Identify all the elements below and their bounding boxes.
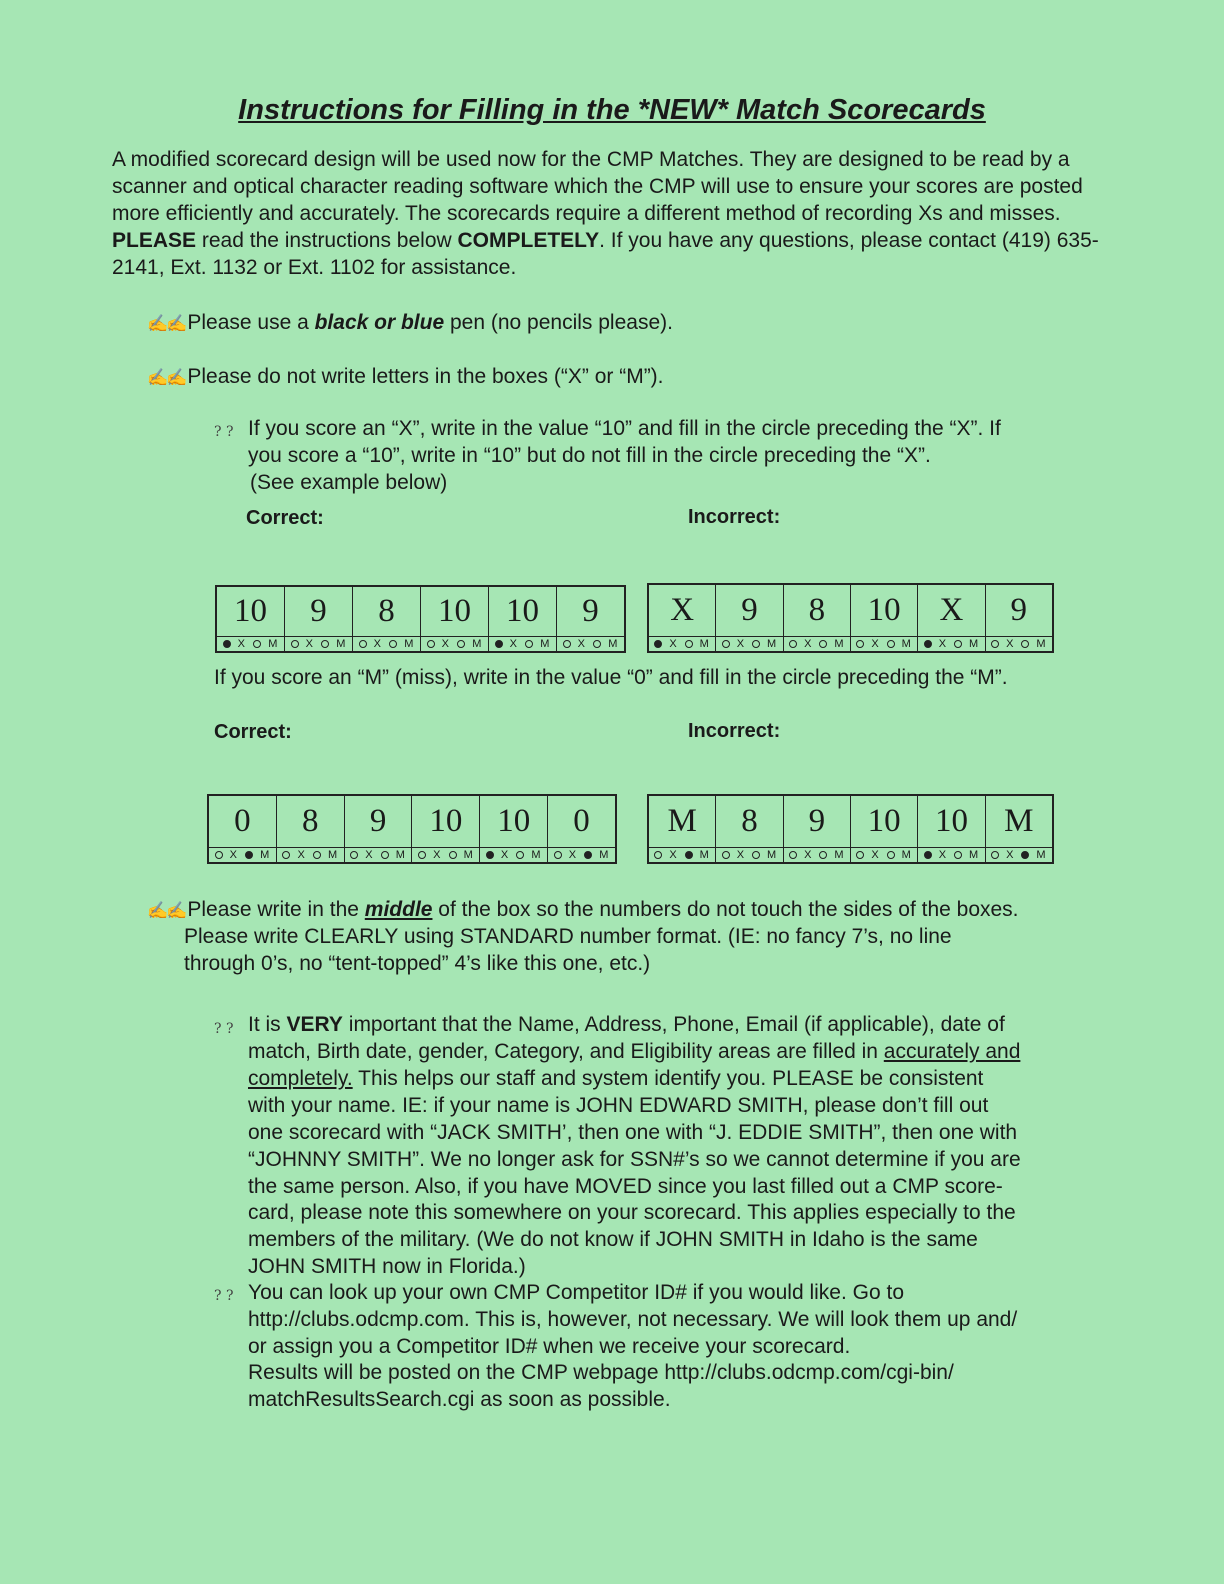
score-cell [649,796,716,862]
important-line-9: members of the military. (We do not know if JOHN SMITH in Idaho is the same [248,1228,978,1251]
score-cell [548,796,615,862]
x-mark-label: X [297,849,306,861]
score-marks [557,637,624,651]
m-circle [887,851,895,859]
scorecard-x-correct [215,585,626,653]
x-circle [486,851,494,859]
important-text: It is [248,1013,287,1036]
score-value: 10 [480,796,547,848]
m-mark-label: M [699,638,710,650]
x-circle [223,640,231,648]
lookup-line-2: http://clubs.odcmp.com. This is, however, not necessary. We will look them up and/ [248,1308,1018,1331]
important-underlined: accurately and [883,1040,1021,1063]
x-circle [924,851,932,859]
score-value: 10 [489,587,556,637]
bullet-text: Please use a [187,311,315,334]
score-marks [285,637,352,651]
score-value: 9 [716,585,782,637]
label-correct-x: Correct: [246,507,324,529]
x-circle [563,640,571,648]
score-value: 8 [716,796,782,848]
x-mark-label: X [736,849,746,861]
x-mark-label: X [669,849,678,861]
score-cell [649,585,716,651]
page-title: Instructions for Filling in the *NEW* Match Scorecards [238,94,986,126]
intro-completely: COMPLETELY [457,229,600,252]
score-cell [345,796,413,862]
x-circle [856,640,864,648]
m-mark-label: M [540,638,551,650]
m-mark-label: M [472,638,483,650]
bullet-text: Please do not write letters in the boxes (“X” or “M”). [187,365,664,388]
score-value: 8 [353,587,420,637]
x-mark-label: X [577,638,586,650]
m-mark-label: M [1036,849,1047,861]
score-cell [986,796,1052,862]
pen-icon: ✍✍ [147,368,186,387]
score-marks [489,637,556,651]
x-mark-label: X [871,638,880,650]
x-mark-label: X [938,849,948,861]
score-cell [784,796,851,862]
score-cell [480,796,548,862]
score-cell [851,796,918,862]
x-mark-label: X [509,638,518,650]
score-marks [986,637,1052,651]
sub-bullet-marker: ? ? [214,424,234,440]
m-circle [954,851,962,859]
m-mark-label: M [395,849,406,861]
m-mark-label: M [901,638,912,650]
x-instruction-line-3: (See example below) [250,471,448,494]
score-marks [480,848,547,862]
m-mark-label: M [463,849,474,861]
m-circle [954,640,962,648]
score-cell [285,587,353,651]
x-circle [291,640,299,648]
score-cell [986,585,1052,651]
x-mark-label: X [804,638,813,650]
x-circle [215,851,223,859]
x-instruction-line-2: you score a “10”, write in “10” but do not fill in the circle preceding the “X”. [248,444,931,467]
important-line-4: with your name. IE: if your name is JOHN EDWARD SMITH, please don’t fill out [248,1094,989,1117]
m-mark-label: M [767,638,778,650]
x-circle [418,851,426,859]
m-circle [321,640,329,648]
x-circle [654,640,662,648]
score-value: 9 [557,587,624,637]
score-value: 9 [784,796,850,848]
score-value: 9 [285,587,352,637]
score-marks [716,848,782,862]
intro-text-3: . If you have any questions, please contact (419) 635-2141, Ext. 1132 or Ext. 1102 for assistance. [112,229,1099,279]
m-mark-label: M [531,849,542,861]
score-marks [784,848,850,862]
x-mark-label: X [441,638,450,650]
m-mark-label: M [767,849,778,861]
important-very: VERY [286,1013,343,1036]
m-circle [1021,640,1029,648]
score-value: 10 [851,796,917,848]
m-mark-label: M [699,849,710,861]
m-circle [449,851,457,859]
bullet-text: of the box so the numbers do not touch the sides of the boxes. [432,898,1019,921]
lookup-line-1: You can look up your own CMP Competitor ID# if you would like. Go to [248,1281,905,1304]
x-mark-label: X [365,849,374,861]
pen-icon: ✍✍ [147,901,186,920]
score-marks [548,848,615,862]
x-circle [991,640,999,648]
bullet-pen-color [147,309,673,337]
bullet-no-letters [147,363,664,391]
x-mark-label: X [736,638,746,650]
x-circle [495,640,503,648]
sub-bullet-marker: ? ? [214,1288,234,1304]
score-cell [277,796,345,862]
bullet-text: Please write in the [187,898,365,921]
score-cell [209,796,277,862]
x-mark-label: X [1006,638,1015,650]
x-mark-label: X [305,638,314,650]
m-mark-label: M [268,638,279,650]
score-marks [851,848,917,862]
score-marks [851,637,917,651]
m-circle [819,640,827,648]
bullet-write-middle-line-2: Please write CLEARLY using STANDARD number format. (IE: no fancy 7’s, no line [184,925,952,948]
x-circle [789,851,797,859]
score-value: M [649,796,715,848]
bullet-text: pen (no pencils please). [444,311,673,334]
scorecard-x-incorrect [647,583,1054,653]
score-cell [421,587,489,651]
x-circle [350,851,358,859]
m-circle [685,851,693,859]
score-marks [918,637,984,651]
scorecard-m-incorrect [647,794,1054,864]
important-text: important that the Name, Address, Phone, Email (if applicable), date of [342,1013,1005,1036]
important-line-10: JOHN SMITH now in Florida.) [248,1255,526,1278]
m-mark-label: M [1036,638,1047,650]
m-mark-label: M [968,638,980,650]
score-cell [489,587,557,651]
score-cell [217,587,285,651]
bullet-emphasis: middle [364,898,433,921]
score-value: X [649,585,715,637]
m-circle [389,640,397,648]
x-mark-label: X [804,849,813,861]
x-mark-label: X [237,638,246,650]
m-circle [253,640,261,648]
m-circle [457,640,465,648]
m-mark-label: M [834,849,845,861]
x-instruction-line-1: If you score an “X”, write in the value “10” and fill in the circle preceding the “X”. If [248,417,1001,440]
m-circle [887,640,895,648]
score-value: 9 [986,585,1052,637]
score-cell [918,585,985,651]
x-circle [924,640,932,648]
score-marks [277,848,344,862]
score-cell [918,796,985,862]
important-underlined: completely. [248,1067,353,1090]
label-incorrect-x: Incorrect: [688,506,781,528]
m-circle [752,640,760,648]
score-value: 8 [784,585,850,637]
x-circle [654,851,662,859]
m-circle [819,851,827,859]
score-marks [649,848,715,862]
m-circle [313,851,321,859]
score-marks [217,637,284,651]
score-value: 10 [412,796,479,848]
score-cell [784,585,851,651]
sub-bullet-marker: ? ? [214,1021,234,1037]
score-marks [209,848,276,862]
m-mark-label: M [599,849,610,861]
lookup-line-3: or assign you a Competitor ID# when we receive your scorecard. [248,1335,851,1358]
score-cell [716,796,783,862]
score-value: M [986,796,1052,848]
important-text: This helps our staff and system identify you. PLEASE be consistent [352,1067,984,1090]
m-circle [584,851,592,859]
m-circle [516,851,524,859]
m-mark-label: M [327,849,339,861]
score-marks [421,637,488,651]
x-circle [722,640,730,648]
important-line-7: the same person. Also, if you have MOVED since you last filled out a CMP score- [248,1175,1003,1198]
important-line-3 [248,1065,983,1092]
important-line-2 [248,1038,1020,1065]
score-marks [353,637,420,651]
bullet-emphasis: black or blue [314,311,445,334]
x-mark-label: X [500,849,510,861]
lookup-line-4: Results will be posted on the CMP webpage http://clubs.odcmp.com/cgi-bin/ [248,1361,954,1384]
bullet-write-middle [147,896,1019,924]
m-mark-label: M [608,638,619,650]
score-value: 8 [277,796,344,848]
score-value: 10 [421,587,488,637]
x-circle [856,851,864,859]
m-circle [593,640,601,648]
score-cell [557,587,624,651]
x-mark-label: X [871,849,880,861]
x-mark-label: X [229,849,238,861]
score-cell [851,585,918,651]
m-circle [752,851,760,859]
x-mark-label: X [568,849,578,861]
m-circle [381,851,389,859]
m-mark-label: M [901,849,912,861]
x-mark-label: X [1006,849,1015,861]
important-text: match, Birth date, gender, Category, and Eligibility areas are filled in [248,1040,884,1063]
m-mark-label: M [968,849,980,861]
score-marks [649,637,715,651]
m-circle [1021,851,1029,859]
m-circle [525,640,533,648]
score-value: 0 [209,796,276,848]
score-marks [784,637,850,651]
score-value: 10 [851,585,917,637]
intro-text-2: read the instructions below [196,229,458,252]
bullet-write-middle-line-3: through 0’s, no “tent-topped” 4’s like this one, etc.) [184,952,651,975]
intro-paragraph [112,146,1112,281]
important-line-8: card, please note this somewhere on your scorecard. This applies especially to the [248,1201,1016,1224]
score-value: X [918,585,984,637]
score-marks [918,848,984,862]
intro-text-1: A modified scorecard design will be used now for the CMP Matches. They are designed to be read by a scanner and optical character reading software which the CMP will use to ensure your scores are posted more efficiently and accurately. The scorecards require a different method of recording Xs and misses. [112,148,1083,225]
intro-please: PLEASE [112,229,197,252]
x-circle [554,851,562,859]
m-circle [685,640,693,648]
important-line-6: “JOHNNY SMITH”. We no longer ask for SSN#’s so we cannot determine if you are [248,1148,1021,1171]
m-mark-label: M [404,638,415,650]
x-circle [282,851,290,859]
lookup-line-5: matchResultsSearch.cgi as soon as possible. [248,1388,671,1411]
pen-icon: ✍✍ [147,314,186,333]
score-value: 10 [217,587,284,637]
m-mark-label: M [336,638,347,650]
m-circle [245,851,253,859]
m-instruction: If you score an “M” (miss), write in the value “0” and fill in the circle preceding the “M”. [214,666,1008,689]
important-line-5: one scorecard with “JACK SMITH’, then one with “J. EDDIE SMITH”, then one with [248,1121,1018,1144]
x-circle [427,640,435,648]
scorecard-m-correct [207,794,617,864]
score-marks [986,848,1052,862]
x-circle [991,851,999,859]
label-correct-m: Correct: [214,721,292,743]
m-mark-label: M [260,849,271,861]
m-mark-label: M [834,638,845,650]
score-cell [353,587,421,651]
x-mark-label: X [373,638,382,650]
score-value: 0 [548,796,615,848]
x-circle [359,640,367,648]
x-mark-label: X [938,638,948,650]
score-marks [412,848,479,862]
x-mark-label: X [433,849,442,861]
score-marks [345,848,412,862]
x-circle [789,640,797,648]
score-marks [716,637,782,651]
x-mark-label: X [669,638,678,650]
score-cell [412,796,480,862]
x-circle [722,851,730,859]
score-value: 9 [345,796,412,848]
score-value: 10 [918,796,984,848]
important-line-1 [248,1011,1005,1038]
label-incorrect-m: Incorrect: [688,720,781,742]
score-cell [716,585,783,651]
